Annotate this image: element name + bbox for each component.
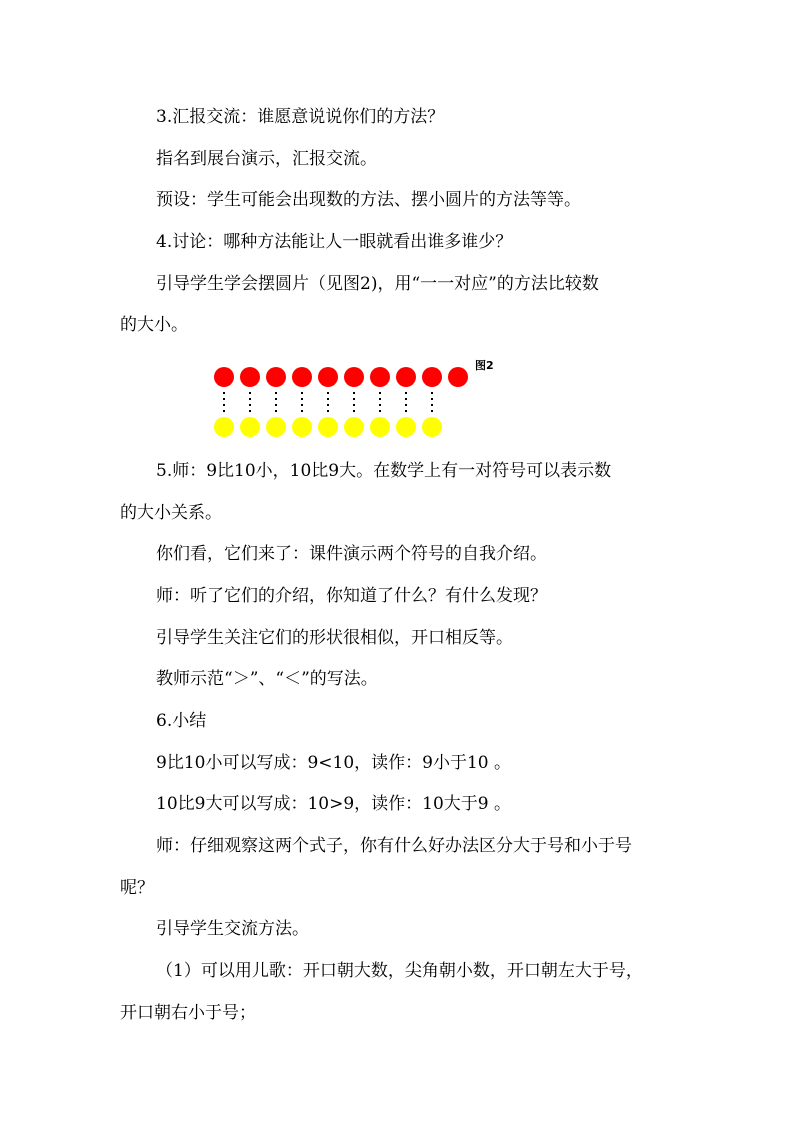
- red-circle: [318, 367, 338, 387]
- paragraph-1: 3.汇报交流：谁愿意说说你们的方法？: [156, 107, 445, 127]
- paragraph-10: 教师示范“＞”、“＜”的写法。: [156, 669, 378, 689]
- figure-label: 图2: [475, 359, 494, 372]
- figure-one-to-one-correspondence: [205, 352, 525, 444]
- red-circle: [422, 367, 442, 387]
- red-circle: [448, 367, 468, 387]
- circle-diagram: [205, 352, 525, 444]
- red-circle: [370, 367, 390, 387]
- yellow-circle: [344, 417, 364, 437]
- red-circle: [240, 367, 260, 387]
- yellow-circle: [214, 417, 234, 437]
- section-heading-summary: 6.小结: [156, 711, 207, 731]
- summary-line-2: 10比9大可以写成：10>9，读作：10大于9 。: [156, 794, 511, 814]
- yellow-circle: [318, 417, 338, 437]
- paragraph-2: 指名到展台演示，汇报交流。: [156, 149, 377, 169]
- yellow-circle-row: [214, 417, 442, 437]
- paragraph-6-cont: 的大小关系。: [120, 503, 222, 523]
- red-circle-row: [214, 367, 468, 387]
- paragraph-13-cont: 开口朝右小于号；: [120, 1003, 256, 1023]
- paragraph-5: 引导学生学会摆圆片（见图2)，用“一一对应”的方法比较数: [156, 274, 599, 294]
- red-circle: [292, 367, 312, 387]
- paragraph-8: 师：听了它们的介绍，你知道了什么？有什么发现？: [156, 586, 547, 606]
- paragraph-7: 你们看，它们来了：课件演示两个符号的自我介绍。: [156, 544, 547, 564]
- paragraph-3: 预设：学生可能会出现数的方法、摆小圆片的方法等等。: [156, 190, 581, 210]
- summary-line-1: 9比10小可以写成：9<10，读作：9小于10 。: [156, 753, 511, 773]
- yellow-circle: [240, 417, 260, 437]
- paragraph-11: 师：仔细观察这两个式子，你有什么好办法区分大于号和小于号: [156, 836, 632, 856]
- paragraph-13: （1）可以用儿歌：开口朝大数，尖角朝小数，开口朝左大于号，: [156, 961, 643, 981]
- red-circle: [396, 367, 416, 387]
- paragraph-4: 4.讨论：哪种方法能让人一眼就看出谁多谁少？: [156, 232, 513, 252]
- paragraph-9: 引导学生关注它们的形状很相似，开口相反等。: [156, 628, 513, 648]
- yellow-circle: [370, 417, 390, 437]
- paragraph-5-cont: 的大小。: [120, 315, 188, 335]
- yellow-circle: [266, 417, 286, 437]
- red-circle: [344, 367, 364, 387]
- yellow-circle: [396, 417, 416, 437]
- yellow-circle: [292, 417, 312, 437]
- paragraph-12: 引导学生交流方法。: [156, 919, 309, 939]
- red-circle: [214, 367, 234, 387]
- paragraph-6: 5.师：9比10小，10比9大。在数学上有一对符号可以表示数: [156, 461, 612, 481]
- red-circle: [266, 367, 286, 387]
- dotted-connector-row: [224, 392, 432, 413]
- yellow-circle: [422, 417, 442, 437]
- paragraph-11-cont: 呢？: [120, 878, 154, 898]
